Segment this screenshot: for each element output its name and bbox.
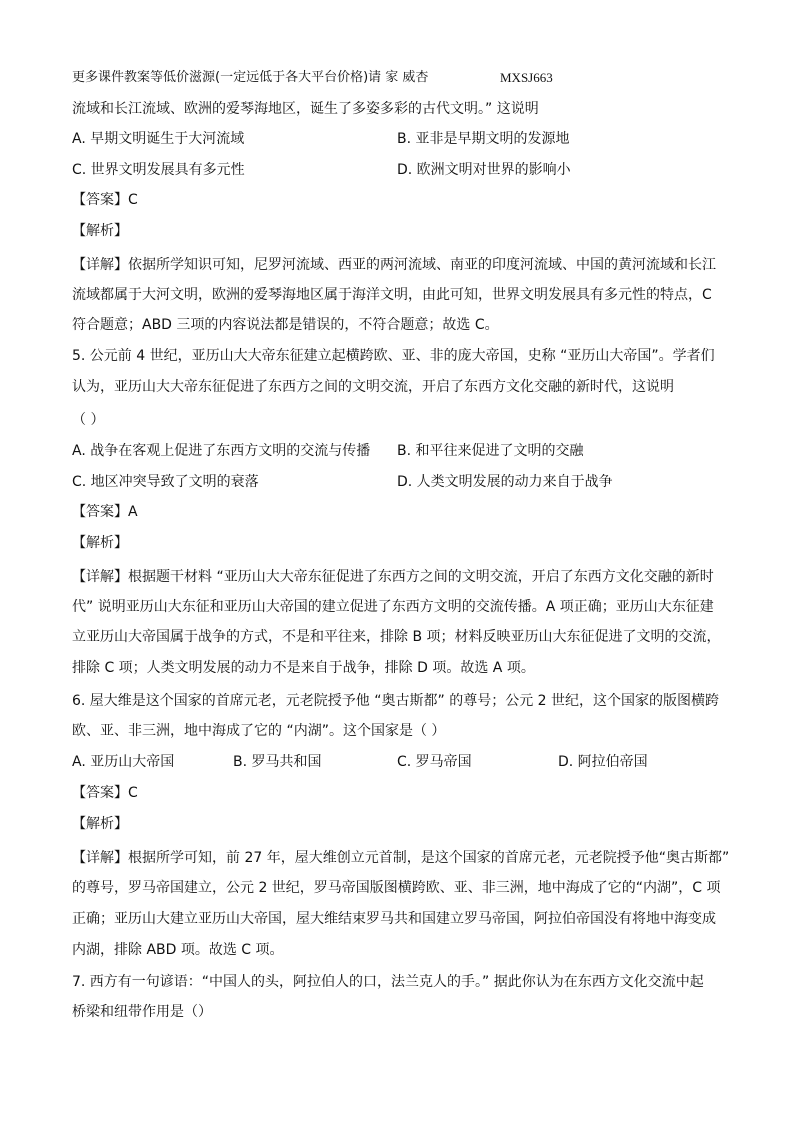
answer-label: 【答案】 xyxy=(72,785,128,801)
q6-detail-line: 内湖，排除 ABD 项。故选 C 项。 xyxy=(72,942,284,958)
q4-option-a: A. 早期文明诞生于大河流域 xyxy=(72,131,245,147)
header-notice: 更多课件教案等低价滋源(一定远低于各大平台价格)请 家 威杏 xyxy=(72,70,429,85)
q5-detail-line: 排除 C 项；人类文明发展的动力不是来自于战争，排除 D 项。故选 A 项。 xyxy=(72,660,535,676)
q7-stem-line: 桥梁和纽带作用是（） xyxy=(72,1004,212,1020)
q4-analysis-label: 【解析】 xyxy=(72,223,128,239)
q6-stem-line: 欧、亚、非三洲，地中海成了它的 “内湖”。这个国家是（ ） xyxy=(72,723,446,739)
answer-value: A xyxy=(128,504,138,520)
q6-option-c: C. 罗马帝国 xyxy=(397,754,472,770)
q6-option-d: D. 阿拉伯帝国 xyxy=(558,754,648,770)
q5-option-b: B. 和平往来促进了文明的交融 xyxy=(397,443,584,459)
header-code: MXSJ663 xyxy=(500,70,553,85)
q4-detail-line: 符合题意；ABD 三项的内容说法都是错误的，不符合题意；故选 C。 xyxy=(72,317,499,333)
q6-option-a: A. 亚历山大帝国 xyxy=(72,754,175,770)
q5-stem-line: 5. 公元前 4 世纪，亚历山大大帝东征建立起横跨欧、亚、非的庞大帝国，史称 “亚历山大帝国”。学者们 xyxy=(72,348,715,364)
q4-detail-line: 流域都属于大河文明，欧洲的爱琴海地区属于海洋文明，由此可知，世界文明发展具有多元性的特点，C xyxy=(72,287,712,303)
q6-detail-line: 正确；亚历山大建立亚历山大帝国，屋大维结束罗马共和国建立罗马帝国，阿拉伯帝国没有将地中海变成 xyxy=(72,911,716,927)
header-notice-line xyxy=(72,68,722,88)
q6-detail-line: 【详解】根据所学可知，前 27 年，屋大维创立元首制，是这个国家的首席元老，元老院授予他“奥古斯都” xyxy=(72,850,730,866)
q5-analysis-label: 【解析】 xyxy=(72,535,128,551)
answer-value: C xyxy=(128,192,138,208)
q5-option-a: A. 战争在客观上促进了东西方文明的交流与传播 xyxy=(72,443,371,459)
q4-option-c: C. 世界文明发展具有多元性 xyxy=(72,162,245,178)
q5-bracket: （ ） xyxy=(72,412,105,428)
q5-stem-line: 认为，亚历山大大帝东征促进了东西方之间的文明交流，开启了东西方文化交融的新时代，这说明 xyxy=(72,379,674,395)
q5-answer xyxy=(72,502,138,522)
q5-option-c: C. 地区冲突导致了文明的衰落 xyxy=(72,474,259,490)
q4-option-d: D. 欧洲文明对世界的影响小 xyxy=(397,162,571,178)
answer-label: 【答案】 xyxy=(72,504,128,520)
answer-label: 【答案】 xyxy=(72,192,128,208)
q6-option-b: B. 罗马共和国 xyxy=(233,754,322,770)
q6-stem-line: 6. 屋大维是这个国家的首席元老，元老院授予他 “奥古斯都” 的尊号；公元 2 世纪，这个国家的版图横跨 xyxy=(72,693,720,709)
q4-option-b: B. 亚非是早期文明的发源地 xyxy=(397,131,570,147)
q5-detail-line: 代” 说明亚历山大东征和亚历山大帝国的建立促进了东西方文明的交流传播。A 项正确；亚历山大东征建 xyxy=(72,599,714,615)
q6-detail-line: 的尊号，罗马帝国建立，公元 2 世纪，罗马帝国版图横跨欧、亚、非三洲，地中海成了它的“内湖”，C 项 xyxy=(72,880,721,896)
q5-option-d: D. 人类文明发展的动力来自于战争 xyxy=(397,474,613,490)
q4-detail-line: 【详解】依据所学知识可知，尼罗河流域、西亚的两河流域、南亚的印度河流域、中国的黄河流域和长江 xyxy=(72,257,716,273)
q5-detail-line: 立亚历山大帝国属于战争的方式，不是和平往来，排除 B 项；材料反映亚历山大东征促进了文明的交流， xyxy=(72,629,721,645)
q4-stem: 流域和长江流域、欧洲的爱琴海地区，诞生了多姿多彩的古代文明。” 这说明 xyxy=(72,101,539,117)
q5-detail-line: 【详解】根据题干材料 “亚历山大大帝东征促进了东西方之间的文明交流，开启了东西方文化交融的新时 xyxy=(72,569,714,585)
q6-answer xyxy=(72,783,138,803)
q7-stem-line: 7. 西方有一句谚语：“中国人的头，阿拉伯人的口，法兰克人的手。” 据此你认为在东西方文化交流中起 xyxy=(72,974,704,990)
answer-value: C xyxy=(128,785,138,801)
q4-answer xyxy=(72,190,138,210)
q6-analysis-label: 【解析】 xyxy=(72,816,128,832)
